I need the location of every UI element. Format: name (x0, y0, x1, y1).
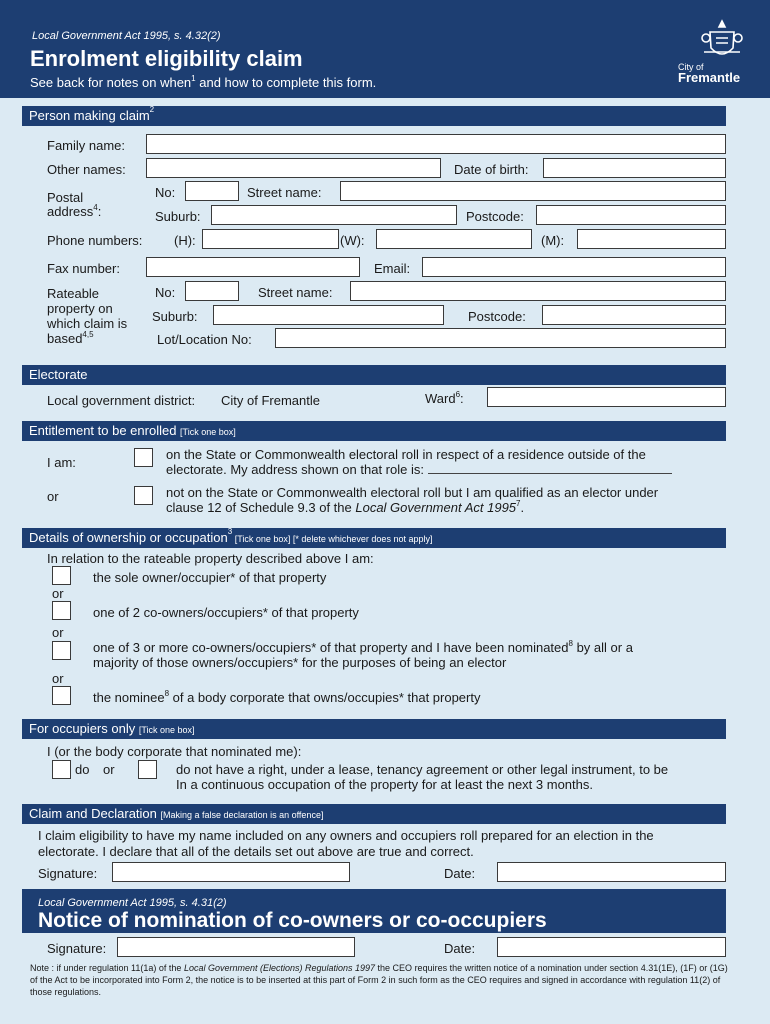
date-of-birth-label: Date of birth: (454, 162, 529, 177)
email-label: Email: (374, 261, 411, 276)
lot-location-field[interactable] (275, 328, 726, 348)
rateable-postcode-label: Postcode: (468, 309, 526, 324)
i-am-label: I am: (47, 455, 76, 470)
rateable-label-3: which claim is (47, 316, 128, 331)
notice-signature-field[interactable] (117, 937, 355, 957)
entitlement-opt1-line1: on the State or Commonwealth electoral roll in respect of a residence outside of the (166, 447, 646, 462)
occupiers-intro: I (or the body corporate that nominated me): (47, 744, 302, 759)
entitlement-opt2-line1: not on the State or Commonwealth electoral roll but I am qualified as an elector under (166, 485, 659, 500)
claim-signature-field[interactable] (112, 862, 350, 882)
logo-city-of: City of (678, 62, 704, 72)
two-coowners-label: one of 2 co-owners/occupiers* of that property (93, 605, 359, 620)
ownership-or-3: or (52, 671, 64, 686)
form-title: Enrolment eligibility claim (30, 46, 303, 71)
nominee-label: the nominee$^8$ of a body corporate that owns/occupies* that property (93, 689, 481, 705)
rateable-street-label: Street name: (258, 285, 333, 300)
occupier-do-not-line1: do not have a right, under a lease, tenancy agreement or other legal instrument, to be (176, 762, 669, 777)
phone-numbers-label: Phone numbers: (47, 233, 143, 248)
other-names-label: Other names: (47, 162, 126, 177)
two-coowners-checkbox[interactable] (52, 601, 71, 620)
phone-mobile-label: (M): (541, 233, 565, 248)
nominee-checkbox[interactable] (52, 686, 71, 705)
lg-district-value: City of Fremantle (221, 393, 320, 408)
claim-date-field[interactable] (497, 862, 726, 882)
fax-number-field[interactable] (146, 257, 360, 277)
postal-street-label: Street name: (247, 185, 322, 200)
postal-suburb-label: Suburb: (155, 209, 201, 224)
date-of-birth-field[interactable] (543, 158, 726, 178)
section-claim-declaration: Claim and Declaration [Making a false declaration is an offence] (22, 804, 726, 824)
entitlement-opt2-line2: clause 12 of Schedule 9.3 of the Local Government Act 1995$^7$. (166, 499, 525, 515)
family-name-field[interactable] (146, 134, 726, 154)
entitlement-opt1-line2: electorate. My address shown on that role is: (166, 462, 672, 477)
section-ownership: Details of ownership or occupation$^3$ [Tick one box] [* delete whichever does not apply] (22, 528, 726, 548)
notice-date-field[interactable] (497, 937, 726, 957)
section-occupiers: For occupiers only [Tick one box] (22, 719, 726, 739)
postal-address-label-2: address$^4$: (47, 203, 102, 219)
claim-line1: I claim eligibility to have my name included on any owners and occupiers roll prepared for an election in the (38, 828, 654, 843)
phone-home-label: (H): (174, 233, 196, 248)
form-subtitle: See back for notes on when$^1$ and how to complete this form. (30, 74, 377, 90)
rateable-suburb-label: Suburb: (152, 309, 198, 324)
notice-banner (22, 889, 726, 933)
roll-address-line[interactable] (428, 462, 672, 474)
entitlement-not-on-roll-checkbox[interactable] (134, 486, 153, 505)
occupier-do-label: do (75, 762, 90, 777)
claim-date-label: Date: (444, 866, 476, 881)
sole-owner-label: the sole owner/occupier* of that property (93, 570, 327, 585)
ownership-or-1: or (52, 586, 64, 601)
notice-signature-label: Signature: (47, 941, 107, 956)
ownership-intro: In relation to the rateable property described above I am: (47, 551, 374, 566)
phone-mobile-field[interactable] (577, 229, 726, 249)
phone-work-field[interactable] (376, 229, 532, 249)
ownership-or-2: or (52, 625, 64, 640)
entitlement-on-roll-checkbox[interactable] (134, 448, 153, 467)
claim-signature-label: Signature: (38, 866, 98, 881)
section-entitlement: Entitlement to be enrolled [Tick one box] (22, 421, 726, 441)
lg-district-label: Local government district: (47, 393, 196, 408)
family-name-label: Family name: (47, 138, 126, 153)
fax-number-label: Fax number: (47, 261, 120, 276)
form-header (0, 0, 770, 98)
occupier-do-not-line2: In a continuous occupation of the property for at least the next 3 months. (176, 777, 593, 792)
postal-street-field[interactable] (340, 181, 726, 201)
email-field[interactable] (422, 257, 726, 277)
postal-postcode-field[interactable] (536, 205, 726, 225)
postal-postcode-label: Postcode: (466, 209, 524, 224)
occupier-do-not-checkbox[interactable] (138, 760, 157, 779)
three-coowners-line1: one of 3 or more co-owners/occupiers* of that property and I have been nominated$^8$ by all or a (93, 639, 633, 655)
rateable-suburb-field[interactable] (213, 305, 444, 325)
postal-suburb-field[interactable] (211, 205, 457, 225)
logo-fremantle: Fremantle (678, 70, 741, 85)
other-names-field[interactable] (146, 158, 441, 178)
rateable-label-1: Rateable (47, 286, 100, 301)
section-electorate: Electorate (22, 365, 726, 385)
occupier-do-checkbox[interactable] (52, 760, 71, 779)
rateable-no-field[interactable] (185, 281, 239, 301)
entitlement-or-label: or (47, 489, 59, 504)
section-person-making-claim: Person making claim$^2$ (22, 106, 726, 126)
postal-no-label: No: (155, 185, 176, 200)
sole-owner-checkbox[interactable] (52, 566, 71, 585)
claim-line2: electorate. I declare that all of the details set out above are true and correct. (38, 844, 474, 859)
notice-title: Notice of nomination of co-owners or co-occupiers (38, 909, 547, 932)
phone-home-field[interactable] (202, 229, 339, 249)
postal-address-label-1: Postal (47, 190, 84, 205)
act-reference: Local Government Act 1995, s. 4.32(2) (32, 30, 221, 42)
lot-location-label: Lot/Location No: (157, 332, 252, 347)
notice-date-label: Date: (444, 941, 476, 956)
postal-no-field[interactable] (185, 181, 239, 201)
rateable-postcode-field[interactable] (542, 305, 726, 325)
notice-act-reference: Local Government Act 1995, s. 4.31(2) (38, 897, 227, 909)
ward-label: Ward$^6$: (425, 390, 464, 406)
occupier-or-label: or (103, 762, 115, 777)
ward-field[interactable] (487, 387, 726, 407)
city-crest-icon (700, 18, 744, 64)
phone-work-label: (W): (340, 233, 365, 248)
three-coowners-checkbox[interactable] (52, 641, 71, 660)
rateable-no-label: No: (155, 285, 176, 300)
notice-footnote: Note : if under regulation 11(1a) of the Local Government (Elections) Regulations 1997 the CEO requires the written notice of a nomination under section 4.31(1E), (1F) or (1G) of the Act to be incorporated into Form 2, the notice is to be inserted at this part of Form 2 in such form as the CEO requires and signed in accordance with regulation 11(2) of those regulations. (30, 963, 728, 997)
rateable-label-2: property on (47, 301, 113, 316)
three-coowners-line2: majority of those owners/occupiers* for the purposes of being an elector (93, 655, 507, 670)
rateable-street-field[interactable] (350, 281, 726, 301)
rateable-label-4: based$^{4,5}$ (47, 330, 94, 346)
